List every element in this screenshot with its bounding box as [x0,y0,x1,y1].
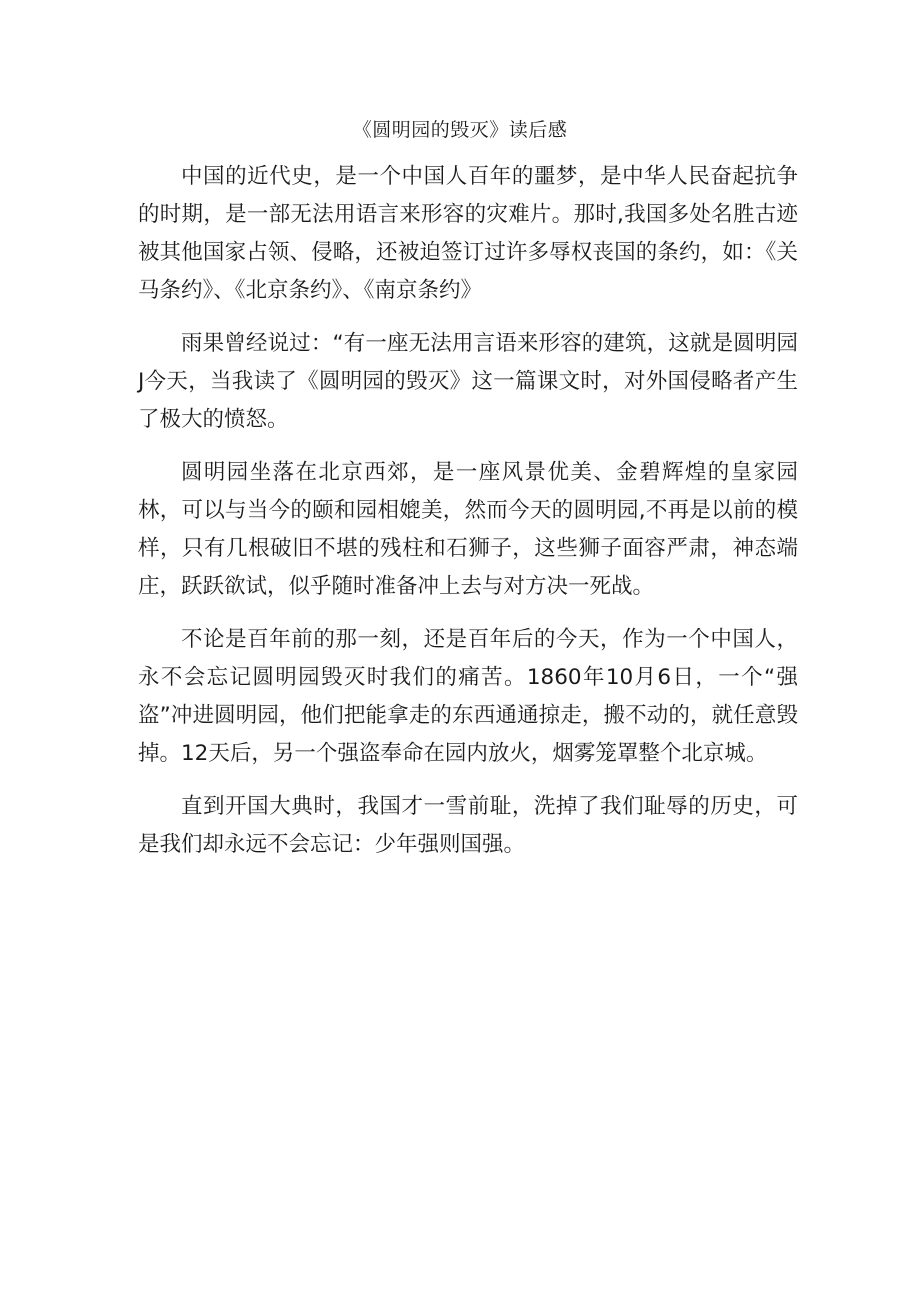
paragraph-2: 雨果曾经说过：“有一座无法用言语来形容的建筑，这就是圆明园J今天，当我读了《圆明园的毁灭》这一篇课文时，对外国侵略者产生了极大的愤怒。 [138,331,798,432]
paragraph-5: 直到开国大典时，我国才一雪前耻，洗掉了我们耻辱的历史，可是我们却永远不会忘记：少年强则国强。 [138,794,798,857]
document-body [138,158,798,879]
paragraph-1: 中国的近代史，是一个中国人百年的噩梦，是中华人民奋起抗争的时期，是一部无法用语言来形容的灾难片。那时,我国多处名胜古迹被其他国家占领、侵略，还被迫签订过许多辱权丧国的条约，如：《关马条约》、《北京条约》、《南京条约》 [138,164,798,303]
paragraph-3: 圆明园坐落在北京西郊，是一座风景优美、金碧辉煌的皇家园林，可以与当今的颐和园相媲美，然而今天的圆明园,不再是以前的模样，只有几根破旧不堪的残柱和石狮子，这些狮子面容严肃，神态端庄，跃跃欲试，似乎随时准备冲上去与对方决一死战。 [138,460,798,599]
document-title: 《圆明园的毁灭》读后感 [352,119,568,141]
paragraph-4: 不论是百年前的那一刻，还是百年后的今天，作为一个中国人，永不会忘记圆明园毁灭时我们的痛苦。1860年10月6日，一个“强盗”冲进圆明园，他们把能拿走的东西通通掠走，搬不动的，就任意毁掉。12天后，另一个强盗奉命在园内放火，烟雾笼罩整个北京城。 [138,627,798,766]
